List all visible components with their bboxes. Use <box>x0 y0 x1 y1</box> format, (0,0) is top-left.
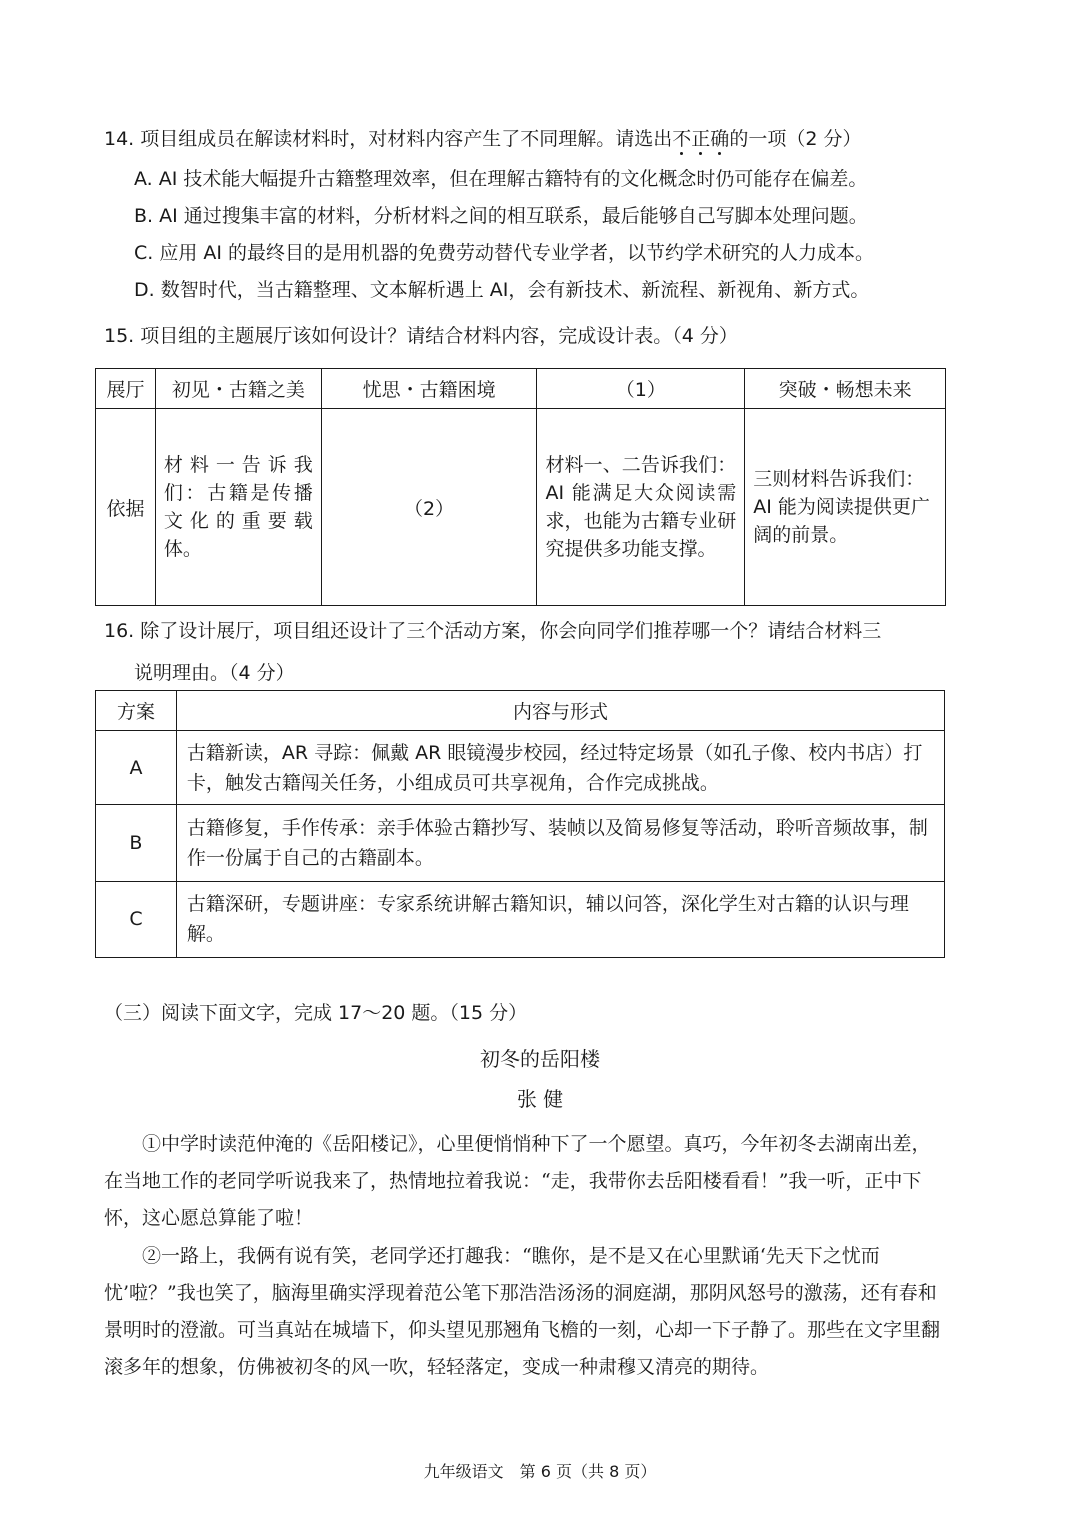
table-header-cell: 突破・畅想未来 <box>745 369 946 409</box>
article-author: 张 健 <box>516 1087 564 1111</box>
article-paragraph-2: ②一路上，我俩有说有笑，老同学还打趣我：“瞧你，是不是又在心里默诵‘先天下之忧而忧’啦？”我也笑了，脑海里确实浮现着范公笔下那浩浩汤汤的洞庭湖，那阴风怒号的激荡，还有春和景明时的澄澈。可当真站在城墙下，仰头望见那翘角飞檐的一刻，心却一下子静了。那些在文字里翻滚多年的想象，仿佛被初冬的风一吹，轻轻落定，变成一种肃穆又清亮的期待。 <box>104 1245 941 1378</box>
plan-content: 古籍修复，手作传承：亲手体验古籍抄写、装帧以及简易修复等活动，聆听音频故事，制作一份属于自己的古籍副本。 <box>176 805 944 881</box>
table-header-cell: 内容与形式 <box>176 691 944 731</box>
table-row <box>96 409 946 606</box>
q16-stem-line1: 16. 除了设计展厅，项目组还设计了三个活动方案，你会向同学们推荐哪一个？请结合材料三 <box>104 620 882 642</box>
q14-stem <box>104 126 861 152</box>
q14-stem-score: 的一项（2 分） <box>729 128 862 150</box>
q16-stem-line2: 说明理由。（4 分） <box>134 662 295 684</box>
q15-stem: 15. 项目组的主题展厅该如何设计？请结合材料内容，完成设计表。（4 分） <box>104 325 738 347</box>
table-header-cell: 方案 <box>96 691 177 731</box>
plan-label: C <box>96 881 177 957</box>
page-footer: 九年级语文 第 6 页（共 8 页） <box>423 1462 657 1481</box>
plan-label: B <box>96 805 177 881</box>
table-header-cell: 忧思・古籍困境 <box>321 369 537 409</box>
emphasis-char: 确 <box>710 128 730 150</box>
table-row <box>96 691 945 731</box>
q14-option-b: B. AI 通过搜集丰富的材料，分析材料之间的相互联系，最后能够自己写脚本处理问题。 <box>134 205 868 227</box>
basis-cell <box>537 409 745 606</box>
table-row <box>96 881 945 957</box>
q14-option-a: A. AI 技术能大幅提升古籍整理效率，但在理解古籍特有的文化概念时仍可能存在偏差。 <box>134 168 868 190</box>
table-row <box>96 805 945 881</box>
table-row <box>96 731 945 805</box>
emphasis-char: 不 <box>672 128 692 150</box>
plan-label: A <box>96 731 177 805</box>
basis-cell <box>745 409 946 606</box>
article-title: 初冬的岳阳楼 <box>480 1047 600 1071</box>
section-heading: （三）阅读下面文字，完成 17～20 题。（15 分） <box>104 1002 528 1024</box>
q14-option-d: D. 数智时代，当古籍整理、文本解析遇上 AI，会有新技术、新流程、新视角、新方式。 <box>134 279 870 301</box>
table-header-cell: 初见・古籍之美 <box>155 369 321 409</box>
plan-content: 古籍深研，专题讲座：专家系统讲解古籍知识，辅以问答，深化学生对古籍的认识与理解。 <box>176 881 944 957</box>
table-header-cell: 展厅 <box>96 369 156 409</box>
blank-1-cell: （1） <box>537 369 745 409</box>
q14-stem-text: 14. 项目组成员在解读材料时，对材料内容产生了不同理解。请选出 <box>104 128 673 150</box>
basis-text: 材料一告诉我们：古籍是传播文化的重要载体。 <box>163 454 313 561</box>
emphasis-char: 正 <box>691 128 711 150</box>
basis-cell <box>155 409 321 606</box>
table-row <box>96 369 946 409</box>
plan-content: 古籍新读，AR 寻踪：佩戴 AR 眼镜漫步校园，经过特定场景（如孔子像、校内书店）打卡，触发古籍闯关任务，小组成员可共享视角，合作完成挑战。 <box>176 731 944 805</box>
q16-plan-table <box>95 690 945 958</box>
q15-design-table <box>95 368 946 606</box>
blank-2-cell: （2） <box>321 409 537 606</box>
basis-label: 依据 <box>96 409 156 606</box>
article-paragraph-1: ①中学时读范仲淹的《岳阳楼记》，心里便悄悄种下了一个愿望。真巧，今年初冬去湖南出差，在当地工作的老同学听说我来了，热情地拉着我说：“走，我带你去岳阳楼看看！”我一听，正中下怀，这心愿总算能了啦！ <box>104 1133 931 1229</box>
q14-option-c: C. 应用 AI 的最终目的是用机器的免费劳动替代专业学者，以节约学术研究的人力成本。 <box>134 242 875 264</box>
basis-text: 三则材料告诉我们：AI 能为阅读提供更广阔的前景。 <box>753 468 930 547</box>
basis-text: 材料一、二告诉我们：AI 能满足大众阅读需求，也能为古籍专业研究提供多功能支撑。 <box>545 454 737 561</box>
